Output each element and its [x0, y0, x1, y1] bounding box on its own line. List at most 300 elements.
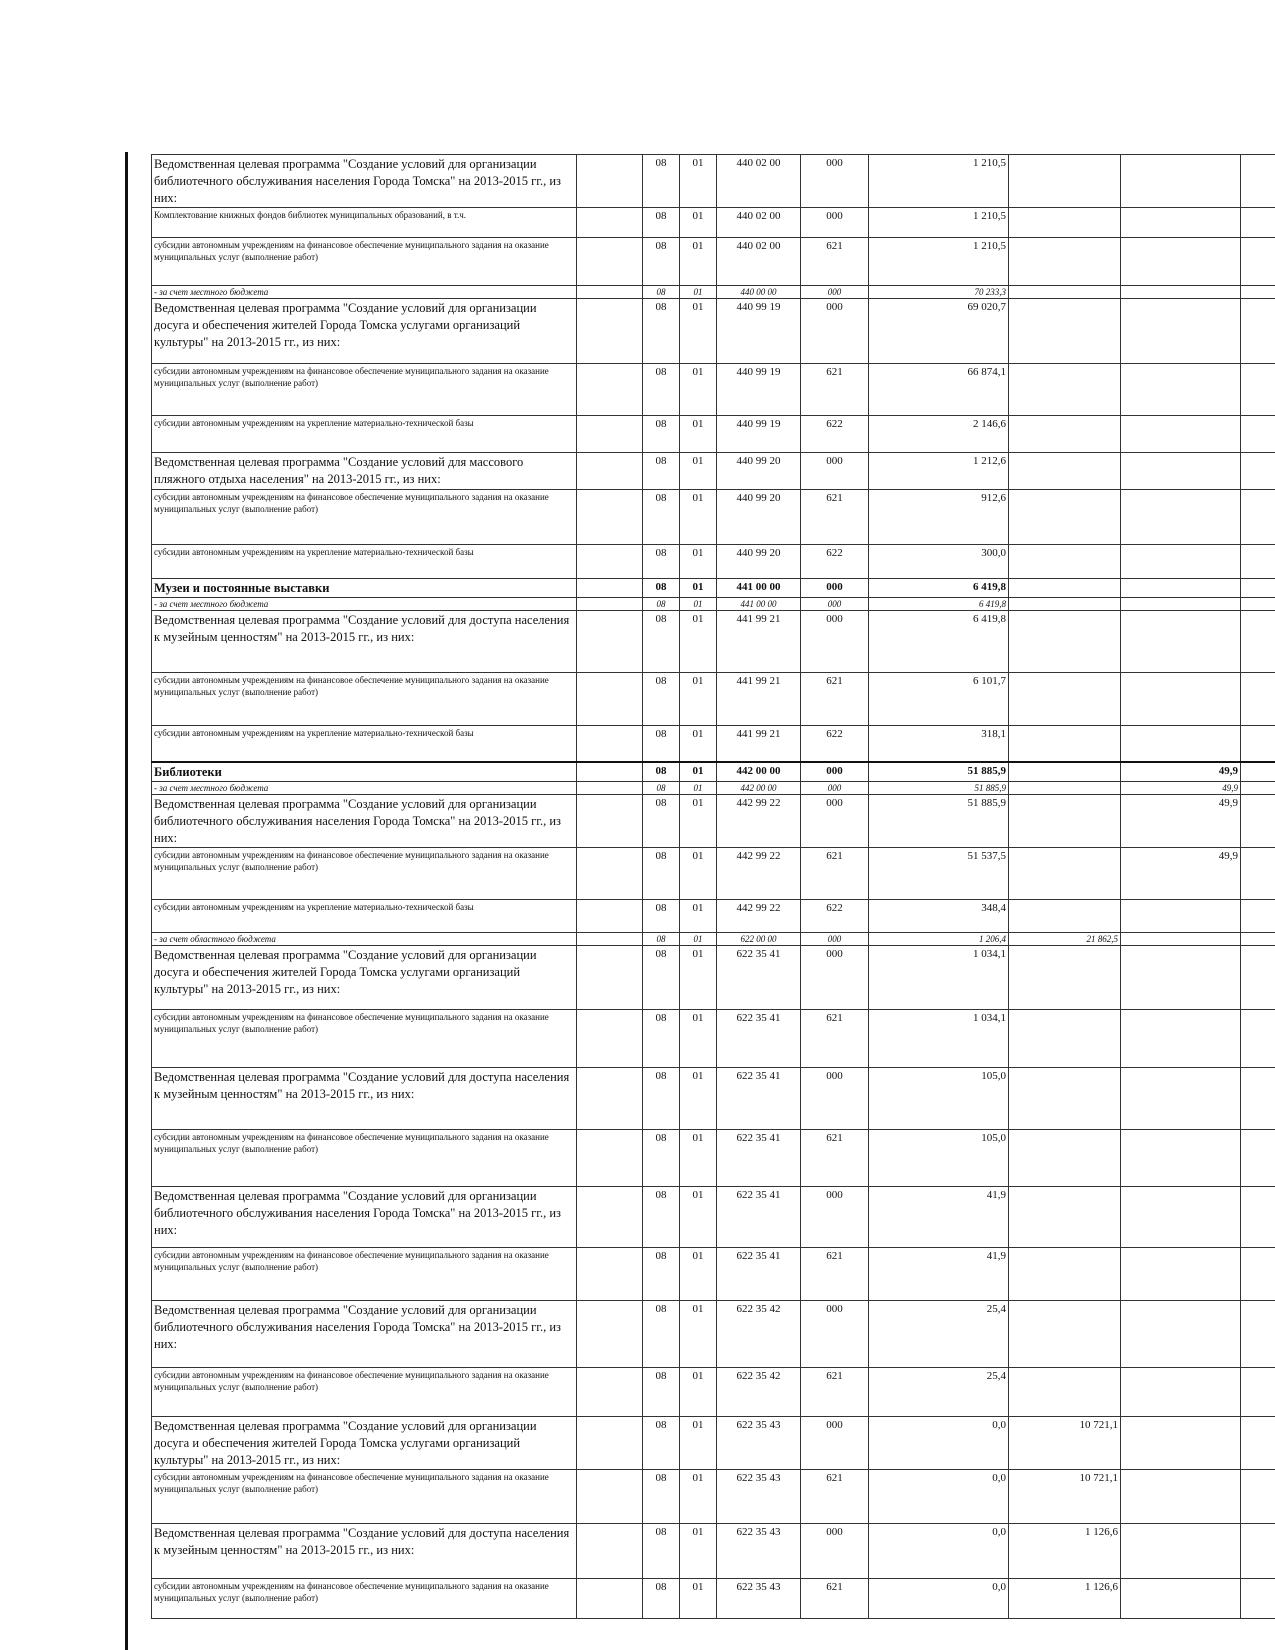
row-csr-cell: 622 35 43 [717, 1469, 801, 1523]
row-edge-cell [1241, 1416, 1275, 1469]
row-sum-cell: 105,0 [869, 1129, 1009, 1186]
row-csr-cell: 442 99 22 [717, 899, 801, 932]
row-blank-cell [577, 1367, 643, 1416]
row-amount2-cell [1009, 598, 1121, 611]
row-edge-cell [1241, 1129, 1275, 1186]
row-pr-cell: 01 [680, 545, 717, 579]
row-name-cell: субсидии автономным учреждениям на финансовое обеспечение муниципального задания на оказание муниципальных услуг (выполнение работ) [152, 673, 577, 726]
row-sum-cell: 51 885,9 [869, 781, 1009, 794]
row-name-cell: Ведомственная целевая программа "Создание условий для организации досуга и обеспечения жителей Города Томска услугами организаций культуры" на 2013-2015 гг., из них: [152, 1416, 577, 1469]
row-pr-cell: 01 [680, 299, 717, 364]
row-ved-cell: 08 [643, 1416, 680, 1469]
row-amount3-cell [1121, 286, 1241, 299]
row-amount3-cell [1121, 945, 1241, 1009]
row-name-cell: Библиотеки [152, 762, 577, 782]
table-row [152, 299, 1275, 364]
row-ved-cell: 08 [643, 945, 680, 1009]
row-amount3-cell: 49,9 [1121, 794, 1241, 847]
row-ved-cell: 08 [643, 286, 680, 299]
row-blank-cell [577, 1300, 643, 1367]
row-amount3-cell [1121, 238, 1241, 286]
row-pr-cell: 01 [680, 1523, 717, 1578]
row-vr-cell: 000 [801, 781, 869, 794]
row-edge-cell [1241, 1578, 1275, 1618]
row-blank-cell [577, 726, 643, 762]
row-csr-cell: 440 99 19 [717, 364, 801, 416]
row-name-cell: субсидии автономным учреждениям на финансовое обеспечение муниципального задания на оказание муниципальных услуг (выполнение работ) [152, 1247, 577, 1300]
row-sum-cell: 0,0 [869, 1578, 1009, 1618]
row-vr-cell: 000 [801, 286, 869, 299]
table-row [152, 208, 1275, 238]
row-csr-cell: 440 00 00 [717, 286, 801, 299]
row-edge-cell [1241, 794, 1275, 847]
row-blank-cell [577, 611, 643, 673]
row-amount2-cell [1009, 945, 1121, 1009]
row-edge-cell [1241, 781, 1275, 794]
row-pr-cell: 01 [680, 611, 717, 673]
row-vr-cell: 000 [801, 208, 869, 238]
row-edge-cell [1241, 299, 1275, 364]
row-csr-cell: 440 99 20 [717, 453, 801, 490]
row-csr-cell: 622 35 41 [717, 1009, 801, 1067]
row-ved-cell: 08 [643, 598, 680, 611]
row-csr-cell: 622 00 00 [717, 932, 801, 945]
row-ved-cell: 08 [643, 1129, 680, 1186]
row-csr-cell: 622 35 41 [717, 945, 801, 1009]
row-amount2-cell [1009, 1300, 1121, 1367]
row-edge-cell [1241, 1186, 1275, 1247]
row-amount2-cell [1009, 611, 1121, 673]
row-pr-cell: 01 [680, 1247, 717, 1300]
row-pr-cell: 01 [680, 794, 717, 847]
table-row [152, 579, 1275, 598]
row-amount3-cell [1121, 453, 1241, 490]
row-csr-cell: 442 00 00 [717, 781, 801, 794]
row-name-cell: Ведомственная целевая программа "Создание условий для организации досуга и обеспечения жителей Города Томска услугами организаций культуры" на 2013-2015 гг., из них: [152, 945, 577, 1009]
row-blank-cell [577, 945, 643, 1009]
table-row [152, 611, 1275, 673]
row-amount3-cell [1121, 545, 1241, 579]
row-sum-cell: 0,0 [869, 1469, 1009, 1523]
row-amount3-cell [1121, 155, 1241, 208]
row-amount3-cell [1121, 416, 1241, 453]
row-csr-cell: 622 35 43 [717, 1523, 801, 1578]
row-name-cell: Музеи и постоянные выставки [152, 579, 577, 598]
row-amount2-cell [1009, 490, 1121, 545]
row-vr-cell: 622 [801, 899, 869, 932]
table-row [152, 453, 1275, 490]
row-sum-cell: 70 233,3 [869, 286, 1009, 299]
row-name-cell: Ведомственная целевая программа "Создание условий для организации досуга и обеспечения жителей Города Томска услугами организаций культуры" на 2013-2015 гг., из них: [152, 299, 577, 364]
row-csr-cell: 441 99 21 [717, 611, 801, 673]
row-csr-cell: 440 99 20 [717, 545, 801, 579]
row-pr-cell: 01 [680, 490, 717, 545]
row-pr-cell: 01 [680, 1067, 717, 1129]
row-csr-cell: 622 35 43 [717, 1578, 801, 1618]
row-pr-cell: 01 [680, 1300, 717, 1367]
row-edge-cell [1241, 1469, 1275, 1523]
row-blank-cell [577, 208, 643, 238]
row-sum-cell: 6 419,8 [869, 579, 1009, 598]
row-amount3-cell [1121, 673, 1241, 726]
row-name-cell: субсидии автономным учреждениям на укрепление материально-технической базы [152, 545, 577, 579]
row-sum-cell: 25,4 [869, 1300, 1009, 1367]
table-row [152, 726, 1275, 762]
row-sum-cell: 318,1 [869, 726, 1009, 762]
row-ved-cell: 08 [643, 299, 680, 364]
row-amount3-cell: 49,9 [1121, 847, 1241, 899]
table-row [152, 1367, 1275, 1416]
table-row [152, 598, 1275, 611]
row-blank-cell [577, 1523, 643, 1578]
row-pr-cell: 01 [680, 726, 717, 762]
row-blank-cell [577, 155, 643, 208]
row-amount3-cell: 49,9 [1121, 781, 1241, 794]
row-sum-cell: 912,6 [869, 490, 1009, 545]
row-edge-cell [1241, 1247, 1275, 1300]
row-amount2-cell [1009, 726, 1121, 762]
row-ved-cell: 08 [643, 490, 680, 545]
row-vr-cell: 000 [801, 794, 869, 847]
row-amount3-cell [1121, 579, 1241, 598]
row-blank-cell [577, 762, 643, 782]
row-sum-cell: 6 419,8 [869, 598, 1009, 611]
row-amount2-cell [1009, 299, 1121, 364]
row-amount2-cell [1009, 1186, 1121, 1247]
row-amount2-cell [1009, 794, 1121, 847]
row-sum-cell: 348,4 [869, 899, 1009, 932]
row-amount2-cell [1009, 208, 1121, 238]
row-amount3-cell: 49,9 [1121, 762, 1241, 782]
row-ved-cell: 08 [643, 579, 680, 598]
row-csr-cell: 622 35 41 [717, 1247, 801, 1300]
row-ved-cell: 08 [643, 416, 680, 453]
row-csr-cell: 441 99 21 [717, 673, 801, 726]
row-ved-cell: 08 [643, 1300, 680, 1367]
row-edge-cell [1241, 155, 1275, 208]
row-ved-cell: 08 [643, 1367, 680, 1416]
table-row [152, 762, 1275, 782]
row-pr-cell: 01 [680, 762, 717, 782]
row-pr-cell: 01 [680, 1129, 717, 1186]
row-csr-cell: 622 35 42 [717, 1367, 801, 1416]
row-amount3-cell [1121, 1416, 1241, 1469]
row-vr-cell: 622 [801, 726, 869, 762]
row-csr-cell: 440 99 19 [717, 299, 801, 364]
row-vr-cell: 621 [801, 1367, 869, 1416]
row-pr-cell: 01 [680, 1186, 717, 1247]
row-name-cell: субсидии автономным учреждениям на финансовое обеспечение муниципального задания на оказание муниципальных услуг (выполнение работ) [152, 1129, 577, 1186]
row-amount2-cell [1009, 453, 1121, 490]
row-vr-cell: 621 [801, 1009, 869, 1067]
row-edge-cell [1241, 945, 1275, 1009]
row-blank-cell [577, 899, 643, 932]
row-amount3-cell [1121, 1247, 1241, 1300]
row-csr-cell: 440 02 00 [717, 208, 801, 238]
table-row [152, 794, 1275, 847]
row-sum-cell: 2 146,6 [869, 416, 1009, 453]
row-sum-cell: 1 210,5 [869, 155, 1009, 208]
row-name-cell: Ведомственная целевая программа "Создание условий для организации библиотечного обслуживания населения Города Томска" на 2013-2015 гг., из них: [152, 155, 577, 208]
table-row [152, 1186, 1275, 1247]
row-amount2-cell: 10 721,1 [1009, 1416, 1121, 1469]
row-blank-cell [577, 932, 643, 945]
row-amount2-cell: 1 126,6 [1009, 1523, 1121, 1578]
row-csr-cell: 441 00 00 [717, 579, 801, 598]
row-amount3-cell [1121, 364, 1241, 416]
row-blank-cell [577, 1469, 643, 1523]
row-vr-cell: 000 [801, 1300, 869, 1367]
row-sum-cell: 51 537,5 [869, 847, 1009, 899]
row-edge-cell [1241, 416, 1275, 453]
row-blank-cell [577, 1186, 643, 1247]
row-csr-cell: 622 35 41 [717, 1067, 801, 1129]
row-edge-cell [1241, 490, 1275, 545]
row-ved-cell: 08 [643, 1578, 680, 1618]
row-name-cell: субсидии автономным учреждениям на финансовое обеспечение муниципального задания на оказание муниципальных услуг (выполнение работ) [152, 364, 577, 416]
row-vr-cell: 000 [801, 579, 869, 598]
row-ved-cell: 08 [643, 611, 680, 673]
table-row [152, 1469, 1275, 1523]
row-pr-cell: 01 [680, 932, 717, 945]
row-amount3-cell [1121, 490, 1241, 545]
table-row [152, 545, 1275, 579]
row-amount3-cell [1121, 1300, 1241, 1367]
row-edge-cell [1241, 1067, 1275, 1129]
row-ved-cell: 08 [643, 364, 680, 416]
row-amount3-cell [1121, 1009, 1241, 1067]
row-pr-cell: 01 [680, 598, 717, 611]
row-sum-cell: 105,0 [869, 1067, 1009, 1129]
row-vr-cell: 621 [801, 847, 869, 899]
row-csr-cell: 441 00 00 [717, 598, 801, 611]
row-csr-cell: 622 35 43 [717, 1416, 801, 1469]
row-name-cell: субсидии автономным учреждениям на финансовое обеспечение муниципального задания на оказание муниципальных услуг (выполнение работ) [152, 238, 577, 286]
table-row [152, 1009, 1275, 1067]
row-pr-cell: 01 [680, 155, 717, 208]
row-vr-cell: 621 [801, 490, 869, 545]
row-csr-cell: 622 35 41 [717, 1129, 801, 1186]
row-amount3-cell [1121, 208, 1241, 238]
row-blank-cell [577, 781, 643, 794]
table-row [152, 1578, 1275, 1618]
row-blank-cell [577, 364, 643, 416]
row-amount2-cell [1009, 416, 1121, 453]
row-name-cell: - за счет местного бюджета [152, 598, 577, 611]
row-amount2-cell [1009, 1129, 1121, 1186]
row-name-cell: субсидии автономным учреждениям на укрепление материально-технической базы [152, 899, 577, 932]
row-sum-cell: 51 885,9 [869, 762, 1009, 782]
row-vr-cell: 622 [801, 416, 869, 453]
row-vr-cell: 622 [801, 545, 869, 579]
row-vr-cell: 621 [801, 1247, 869, 1300]
table-row [152, 1416, 1275, 1469]
row-name-cell: Ведомственная целевая программа "Создание условий для доступа населения к музейным ценностям" на 2013-2015 гг., из них: [152, 1523, 577, 1578]
row-edge-cell [1241, 286, 1275, 299]
row-blank-cell [577, 1009, 643, 1067]
row-amount3-cell [1121, 1129, 1241, 1186]
row-vr-cell: 000 [801, 1523, 869, 1578]
row-edge-cell [1241, 453, 1275, 490]
row-amount2-cell [1009, 1367, 1121, 1416]
row-vr-cell: 000 [801, 1067, 869, 1129]
row-ved-cell: 08 [643, 899, 680, 932]
row-vr-cell: 621 [801, 1469, 869, 1523]
row-name-cell: Ведомственная целевая программа "Создание условий для массового пляжного отдыха населения" на 2013-2015 гг., из них: [152, 453, 577, 490]
table-row [152, 932, 1275, 945]
row-blank-cell [577, 299, 643, 364]
row-ved-cell: 08 [643, 781, 680, 794]
row-amount3-cell [1121, 1523, 1241, 1578]
row-edge-cell [1241, 1523, 1275, 1578]
row-pr-cell: 01 [680, 1469, 717, 1523]
row-edge-cell [1241, 611, 1275, 673]
row-sum-cell: 1 034,1 [869, 1009, 1009, 1067]
row-amount2-cell [1009, 899, 1121, 932]
row-edge-cell [1241, 932, 1275, 945]
row-csr-cell: 440 99 20 [717, 490, 801, 545]
row-csr-cell: 440 02 00 [717, 155, 801, 208]
row-blank-cell [577, 545, 643, 579]
row-ved-cell: 08 [643, 545, 680, 579]
table-row [152, 847, 1275, 899]
row-pr-cell: 01 [680, 781, 717, 794]
row-amount2-cell [1009, 762, 1121, 782]
row-name-cell: субсидии автономным учреждениям на финансовое обеспечение муниципального задания на оказание муниципальных услуг (выполнение работ) [152, 847, 577, 899]
row-sum-cell: 1 212,6 [869, 453, 1009, 490]
row-amount2-cell [1009, 781, 1121, 794]
row-vr-cell: 000 [801, 155, 869, 208]
row-ved-cell: 08 [643, 1469, 680, 1523]
table-row [152, 899, 1275, 932]
row-sum-cell: 69 020,7 [869, 299, 1009, 364]
row-name-cell: Ведомственная целевая программа "Создание условий для доступа населения к музейным ценностям" на 2013-2015 гг., из них: [152, 611, 577, 673]
row-name-cell: - за счет местного бюджета [152, 286, 577, 299]
row-pr-cell: 01 [680, 453, 717, 490]
row-name-cell: - за счет областного бюджета [152, 932, 577, 945]
row-edge-cell [1241, 899, 1275, 932]
row-amount2-cell [1009, 364, 1121, 416]
table-row [152, 416, 1275, 453]
table-row [152, 1300, 1275, 1367]
row-amount3-cell [1121, 899, 1241, 932]
row-csr-cell: 440 02 00 [717, 238, 801, 286]
row-name-cell: субсидии автономным учреждениям на финансовое обеспечение муниципального задания на оказание муниципальных услуг (выполнение работ) [152, 1367, 577, 1416]
row-amount3-cell [1121, 726, 1241, 762]
row-csr-cell: 622 35 41 [717, 1186, 801, 1247]
row-blank-cell [577, 673, 643, 726]
table-row [152, 1247, 1275, 1300]
row-ved-cell: 08 [643, 794, 680, 847]
row-ved-cell: 08 [643, 673, 680, 726]
row-edge-cell [1241, 762, 1275, 782]
row-sum-cell: 6 419,8 [869, 611, 1009, 673]
table-row [152, 155, 1275, 208]
row-edge-cell [1241, 847, 1275, 899]
row-pr-cell: 01 [680, 1009, 717, 1067]
row-vr-cell: 000 [801, 945, 869, 1009]
table-row [152, 490, 1275, 545]
row-pr-cell: 01 [680, 416, 717, 453]
row-amount2-cell: 1 126,6 [1009, 1578, 1121, 1618]
row-csr-cell: 441 99 21 [717, 726, 801, 762]
row-pr-cell: 01 [680, 579, 717, 598]
row-csr-cell: 442 99 22 [717, 847, 801, 899]
row-blank-cell [577, 1129, 643, 1186]
row-amount2-cell [1009, 155, 1121, 208]
row-amount2-cell [1009, 579, 1121, 598]
row-edge-cell [1241, 238, 1275, 286]
row-ved-cell: 08 [643, 1186, 680, 1247]
row-sum-cell: 1 206,4 [869, 932, 1009, 945]
row-vr-cell: 000 [801, 1416, 869, 1469]
table-row [152, 945, 1275, 1009]
row-amount2-cell [1009, 1247, 1121, 1300]
row-pr-cell: 01 [680, 899, 717, 932]
row-edge-cell [1241, 545, 1275, 579]
row-name-cell: субсидии автономным учреждениям на финансовое обеспечение муниципального задания на оказание муниципальных услуг (выполнение работ) [152, 1578, 577, 1618]
table-row [152, 286, 1275, 299]
row-ved-cell: 08 [643, 208, 680, 238]
row-amount2-cell: 21 862,5 [1009, 932, 1121, 945]
row-amount3-cell [1121, 299, 1241, 364]
row-edge-cell [1241, 598, 1275, 611]
row-amount2-cell [1009, 847, 1121, 899]
row-sum-cell: 1 210,5 [869, 238, 1009, 286]
row-blank-cell [577, 1578, 643, 1618]
row-ved-cell: 08 [643, 1067, 680, 1129]
table-row [152, 781, 1275, 794]
table-row [152, 1129, 1275, 1186]
row-edge-cell [1241, 579, 1275, 598]
row-edge-cell [1241, 1300, 1275, 1367]
row-ved-cell: 08 [643, 932, 680, 945]
table-row [152, 673, 1275, 726]
row-amount2-cell [1009, 673, 1121, 726]
row-name-cell: субсидии автономным учреждениям на финансовое обеспечение муниципального задания на оказание муниципальных услуг (выполнение работ) [152, 1009, 577, 1067]
row-blank-cell [577, 579, 643, 598]
row-pr-cell: 01 [680, 1416, 717, 1469]
row-sum-cell: 0,0 [869, 1523, 1009, 1578]
row-name-cell: Комплектование книжных фондов библиотек муниципальных образований, в т.ч. [152, 208, 577, 238]
row-vr-cell: 621 [801, 238, 869, 286]
row-pr-cell: 01 [680, 847, 717, 899]
row-sum-cell: 41,9 [869, 1247, 1009, 1300]
row-sum-cell: 1 210,5 [869, 208, 1009, 238]
row-edge-cell [1241, 1367, 1275, 1416]
row-blank-cell [577, 286, 643, 299]
table-row [152, 364, 1275, 416]
row-sum-cell: 51 885,9 [869, 794, 1009, 847]
row-vr-cell: 621 [801, 1578, 869, 1618]
row-amount3-cell [1121, 1367, 1241, 1416]
row-vr-cell: 621 [801, 1129, 869, 1186]
row-edge-cell [1241, 364, 1275, 416]
row-amount2-cell [1009, 286, 1121, 299]
row-vr-cell: 621 [801, 673, 869, 726]
row-ved-cell: 08 [643, 1009, 680, 1067]
row-ved-cell: 08 [643, 847, 680, 899]
row-vr-cell: 000 [801, 453, 869, 490]
row-sum-cell: 25,4 [869, 1367, 1009, 1416]
row-csr-cell: 442 00 00 [717, 762, 801, 782]
row-pr-cell: 01 [680, 1578, 717, 1618]
row-ved-cell: 08 [643, 1247, 680, 1300]
row-name-cell: субсидии автономным учреждениям на финансовое обеспечение муниципального задания на оказание муниципальных услуг (выполнение работ) [152, 490, 577, 545]
row-vr-cell: 000 [801, 598, 869, 611]
row-vr-cell: 000 [801, 611, 869, 673]
row-sum-cell: 6 101,7 [869, 673, 1009, 726]
